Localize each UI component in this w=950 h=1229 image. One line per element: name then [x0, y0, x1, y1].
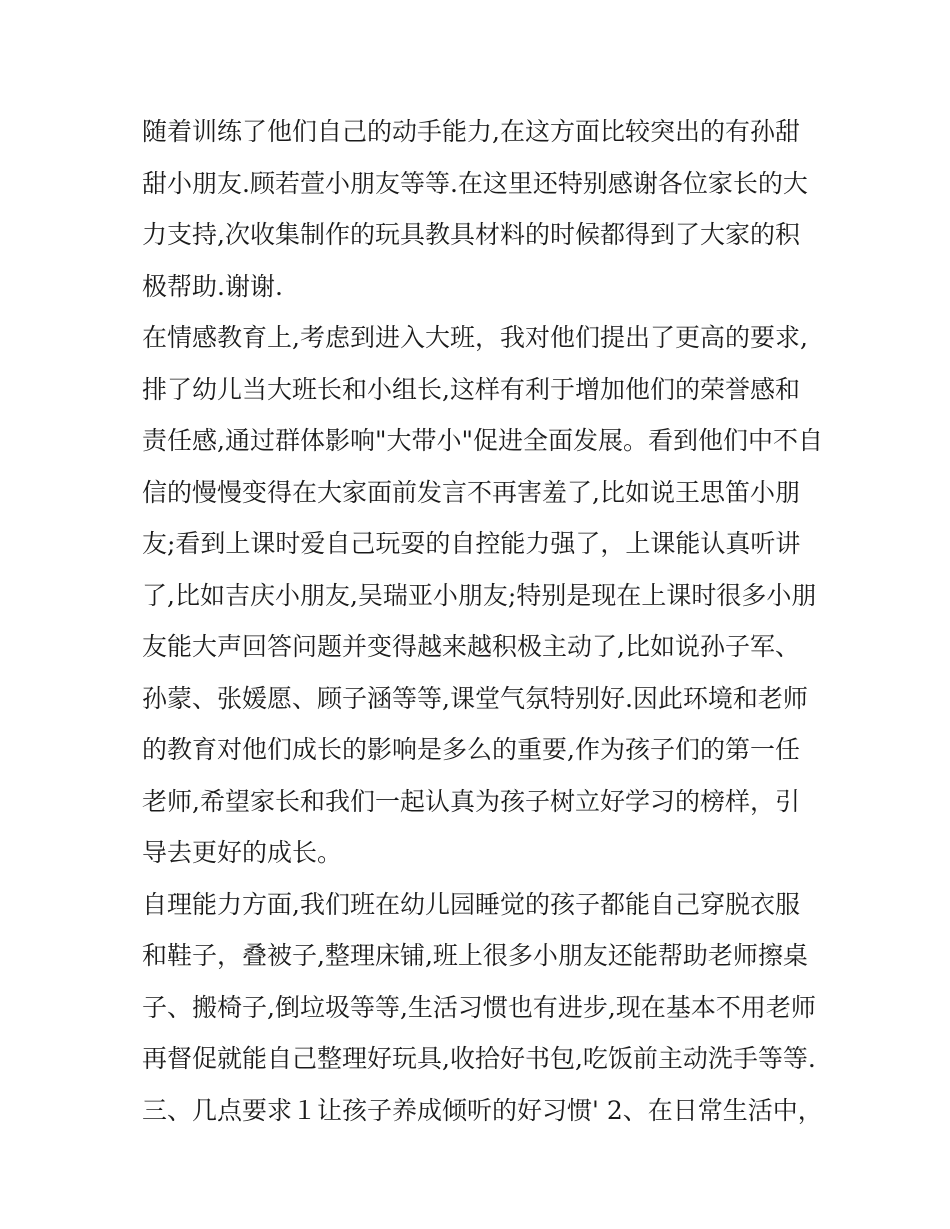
text-line-18: 子、搬椅子,倒垃圾等等,生活习惯也有进步,现在基本不用老师: [142, 992, 816, 1022]
text-line-17: 和鞋子，叠被子,整理床铺,班上很多小朋友还能帮助老师擦桌: [142, 941, 808, 970]
text-line-2: 甜小朋友.顾若萱小朋友等等.在这里还特别感谢各位家长的大: [142, 168, 808, 198]
text-line-12: 孙蒙、张媛愿、顾子涵等等,课堂气氛特别好.因此环境和老师: [142, 683, 808, 713]
text-line-3: 力支持,次收集制作的玩具教具材料的时候都得到了大家的积: [142, 220, 800, 249]
text-line-16: 自理能力方面,我们班在幼儿园睡觉的孩子都能自己穿脱衣服: [142, 889, 800, 919]
text-line-6: 排了幼儿当大班长和小组长,这样有利于增加他们的荣誉感和: [142, 374, 800, 404]
text-line-9: 友;看到上课时爱自己玩耍的自控能力强了，上课能认真听讲: [142, 529, 801, 558]
text-line-1: 随着训练了他们自己的动手能力,在这方面比较突出的有孙甜: [142, 117, 800, 146]
text-line-11: 友能大声回答问题并变得越来越积极主动了,比如说孙子军、: [142, 632, 800, 661]
text-line-8: 信的慢慢变得在大家面前发言不再害羞了,比如说王思笛小朋: [142, 477, 800, 507]
body-text: [142, 106, 822, 1136]
text-line-19: 再督促就能自己整理好玩具,收拾好书包,吃饭前主动洗手等等.: [142, 1044, 816, 1073]
text-line-14: 老师,希望家长和我们一起认真为孩子树立好学习的榜样，引: [142, 786, 800, 816]
text-line-15: 导去更好的成长。: [142, 838, 343, 867]
text-line-20: 三、几点要求１让孩子养成倾听的好习惯' 2、在日常生活中，: [142, 1095, 823, 1125]
text-line-13: 的教育对他们成长的影响是多么的重要,作为孩子们的第一任: [142, 735, 800, 764]
text-line-5: 在情感教育上,考虑到进入大班，我对他们提出了更高的要求,: [142, 323, 808, 352]
text-line-4: 极帮助.谢谢.: [142, 271, 283, 301]
text-line-10: 了,比如吉庆小朋友,吴瑞亚小朋友;特别是现在上课时很多小朋: [142, 580, 817, 610]
text-line-7: 责任感,通过群体影响"大带小"促进全面发展。看到他们中不自: [142, 426, 823, 455]
